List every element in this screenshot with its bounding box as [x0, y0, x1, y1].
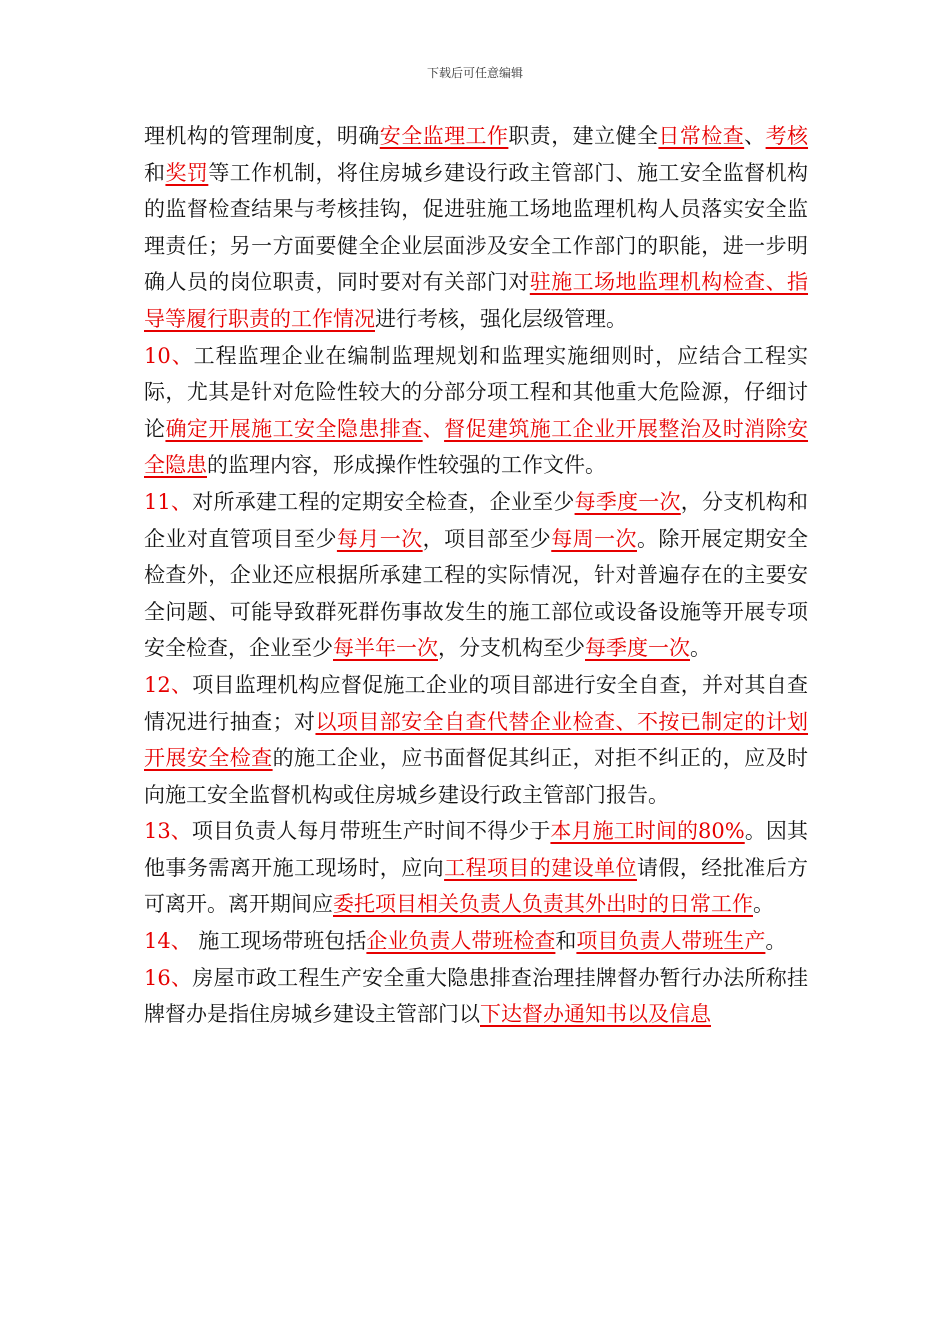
underlined-answer: 每月一次: [336, 526, 423, 551]
text-run: 请假，经批准后方可离开。离开期间应: [144, 855, 809, 917]
paragraph-p11: [144, 484, 808, 667]
text-run: 进行考核，强化层级管理。: [375, 306, 627, 331]
paragraph-p12: [144, 667, 808, 813]
text-run: 理机构的管理制度，明确: [144, 124, 380, 148]
underlined-answer: 工程项目的建设单位: [444, 855, 637, 880]
underlined-answer: 督促建筑施工企业开展整治及时消除安全隐患: [144, 416, 809, 478]
paragraph-p14: [144, 923, 808, 960]
text-run: 。: [690, 636, 711, 661]
paragraph-p13: [144, 813, 808, 923]
text-run: 的施工企业，应书面督促其纠正，对拒不纠正的，应及时向施工安全监督机构或住房城乡建设行政主管部门报告。: [144, 746, 809, 807]
page-header: 下载后可任意编辑: [426, 66, 523, 80]
text-run: 项目监理机构应督促施工企业的项目部进行安全自查，并对其自查情况进行抽查；对: [144, 672, 808, 734]
text-run: ，分支机构至少: [438, 636, 585, 661]
item-number: 14、: [144, 929, 199, 954]
underlined-answer: 日常检查: [658, 124, 745, 148]
text-run: 工程监理企业在编制监理规划和监理实施细则时，应结合工程实际，尤其是针对危险性较大的分部分项工程和其他重大危险源，仔细讨论: [144, 343, 808, 441]
item-number: 12、: [144, 672, 193, 697]
item-number: 、: [422, 416, 445, 441]
text-run: ，项目部至少: [422, 526, 552, 551]
text-run: 对所承建工程的定期安全检查，企业至少: [192, 489, 575, 514]
item-number: 13、: [144, 819, 192, 844]
item-number: 16、: [144, 965, 193, 990]
underlined-answer: 本月施工时间的80%: [550, 819, 745, 844]
text-run: 等工作机制，将住房城乡建设行政主管部门、施工安全监督机构的监督检查结果与考核挂钩，促进驻施工场地监理机构人员落实安全监理责任；另一方面要健全企业层面涉及安全工作部门的职能，进一步明确人员的岗位职责，同时要对有关部门对: [144, 160, 809, 295]
underlined-answer: 每半年一次: [333, 636, 438, 661]
underlined-answer: 每周一次: [551, 526, 637, 551]
underlined-answer: 安全监理工作: [379, 124, 509, 148]
text-run: 项目负责人每月带班生产时间不得少于: [191, 819, 551, 844]
text-run: 。: [765, 929, 787, 954]
underlined-answer: 项目负责人带班生产: [576, 929, 766, 954]
document-body: [144, 118, 808, 1033]
underlined-answer: 考核: [765, 124, 809, 148]
text-run: 、: [744, 124, 766, 148]
text-run: 职责，建立健全: [508, 124, 659, 148]
text-run: 。因其他事务需离开施工现场时，应向: [144, 819, 809, 880]
text-run: ，分支机构和企业对直管项目至少: [144, 489, 809, 551]
underlined-answer: 奖罚: [165, 160, 209, 185]
text-run: 房屋市政工程生产安全重大隐患排查治理挂牌督办暂行办法所称挂牌督办是指住房城乡建设主管部门以: [144, 965, 808, 1027]
text-run: 和: [555, 929, 577, 954]
underlined-answer: 驻施工场地监理机构检查、指导等履行职责的工作情况: [144, 270, 809, 331]
text-run: 。: [753, 892, 774, 917]
underlined-answer: 委托项目相关负责人负责其外出时的日常工作: [333, 892, 753, 917]
item-number: 10、: [144, 343, 194, 368]
item-number: 11、: [144, 489, 193, 514]
underlined-answer: 下达督办通知书以及信息: [480, 1002, 711, 1027]
text-run: 和: [144, 160, 166, 185]
underlined-answer: 每季度一次: [574, 489, 681, 514]
underlined-answer: 确定开展施工安全隐患排查: [165, 416, 423, 441]
text-run: 。除开展定期安全检查外，企业还应根据所承建工程的实际情况，针对普遍存在的主要安全问题、可能导致群死群伤事故发生的施工部位或设备设施等开展专项安全检查，企业至少: [144, 526, 809, 661]
text-run: 的监理内容，形成操作性较强的工作文件。: [207, 453, 606, 478]
paragraph-p16: [144, 960, 808, 1033]
text-run: 施工现场带班包括: [198, 929, 367, 954]
paragraph-p9: [144, 118, 808, 338]
underlined-answer: 以项目部安全自查代替企业检查、不按已制定的计划开展安全检查: [144, 709, 809, 771]
underlined-answer: 企业负责人带班检查: [366, 929, 556, 954]
underlined-answer: 每季度一次: [585, 636, 690, 661]
paragraph-p10: [144, 338, 808, 484]
